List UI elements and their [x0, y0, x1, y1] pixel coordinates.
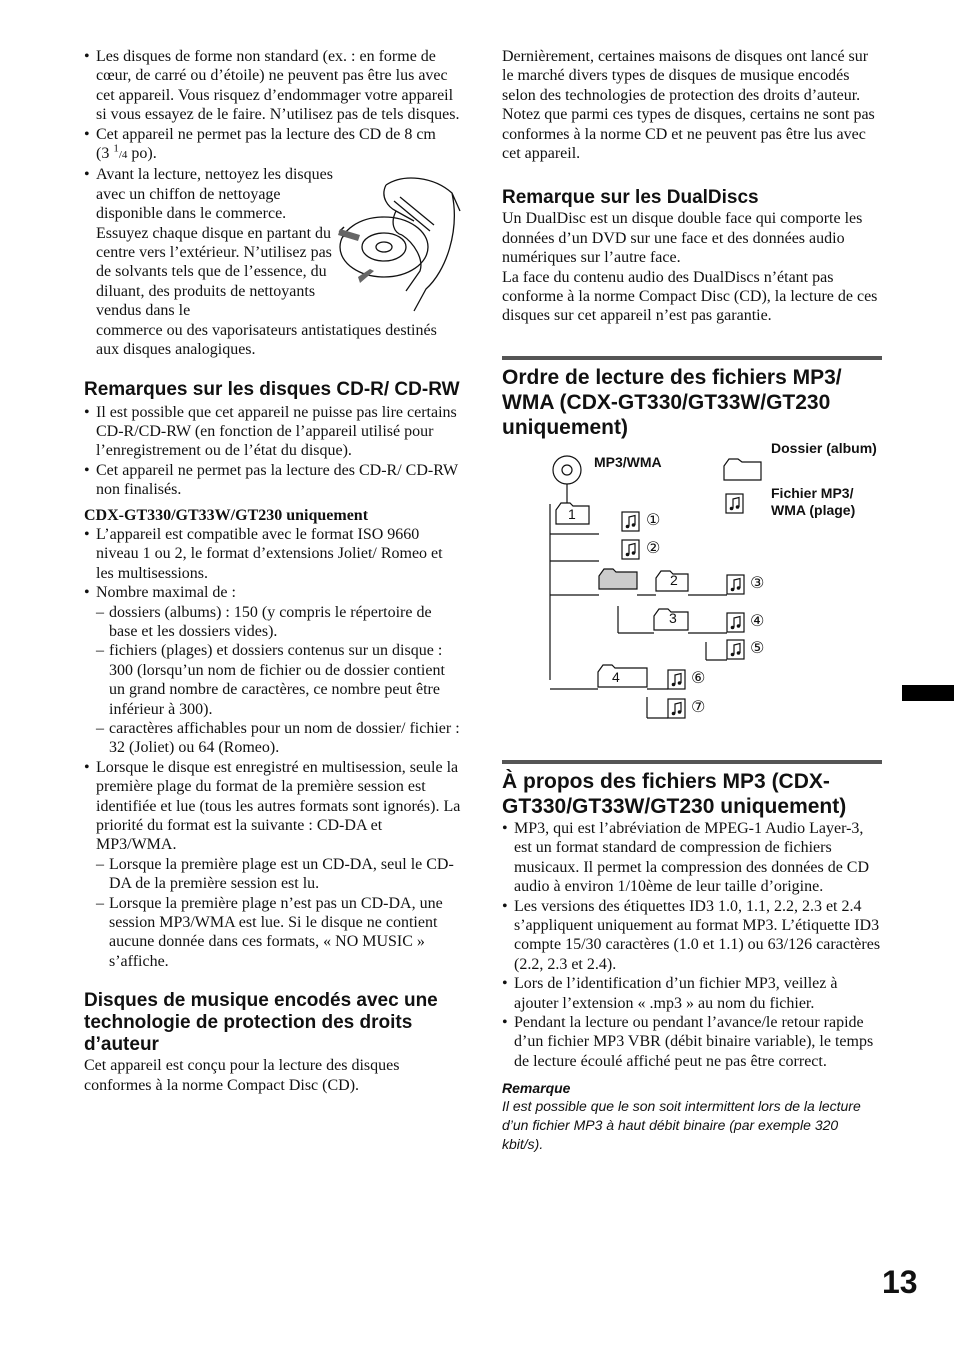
- track-number: ④: [750, 612, 765, 630]
- folder-number: 3: [669, 609, 677, 626]
- section-heading-dualdisc: Remarque sur les DualDiscs: [502, 187, 759, 209]
- mp3-notes-list: [502, 819, 882, 1071]
- track-number: ⑤: [750, 639, 765, 657]
- page-number: 13: [882, 1264, 918, 1300]
- track-icon: [622, 512, 639, 531]
- section-tab-marker: [902, 685, 954, 701]
- list-item: [84, 165, 462, 359]
- track-icon: [727, 613, 744, 632]
- legend-folder-icon: [724, 459, 761, 480]
- section-heading-mp3: À propos des fichiers MP3 (CDX-GT330/GT33W/GT230 uniquement): [502, 760, 882, 819]
- list-item: • Cet appareil ne permet pas la lecture des CD-R/ CD-RW non finalisés.: [84, 461, 462, 500]
- folder-number: 4: [612, 668, 620, 685]
- folder-4-icon: [598, 665, 647, 687]
- list-item: – dossiers (albums) : 150 (y compris le répertoire de base et les dossiers vides).: [96, 603, 462, 642]
- list-item: – Lorsque la première plage n’est pas un CD-DA, une session MP3/WMA est lue. Si le disque ne contient aucune donnée dans ces formats, « NO MUSIC » s’affiche.: [96, 894, 462, 972]
- disc-notes-list: [84, 47, 462, 360]
- track-number: ①: [646, 511, 661, 529]
- section-heading-cdr: Remarques sur les disques CD-R/ CD-RW: [84, 378, 460, 400]
- list-item: • Lorsque le disque est enregistré en multisession, seule la première plage du format de la première session est identifiée et lue (tous les autres formats sont ignorés). La priorité du format est la suivante : CD-DA et MP3/WMA. – Lorsque la première plage est un CD-DA, seul le CD-DA de la première session est lu. – Lorsque la première plage n’est pas un CD-DA, une session MP3/WMA est lue. Si le disque ne contient aucune donnée dans ces formats, « NO MUSIC » s’affiche.: [84, 758, 462, 971]
- list-item: – caractères affichables pour un nom de dossier/ fichier : 32 (Joliet) ou 64 (Romeo).: [96, 719, 462, 758]
- cleaning-text-continued: commerce ou des vaporisateurs antistatiques destinés aux disques analogiques.: [96, 321, 437, 359]
- cdr-notes-list: [84, 403, 462, 500]
- track-number: ⑥: [691, 669, 706, 687]
- list-item: • Les versions des étiquettes ID3 1.0, 1.1, 2.2, 2.3 et 2.4 s’appliquent uniquement au format MP3. L’étiquette ID3 compte 15/30 caractères (1.0 et 1.1) ou 63/126 caractères (2.2, 2.3 et 2.4).: [502, 897, 882, 975]
- track-number: ⑦: [691, 698, 706, 716]
- cleaning-text: • Avant la lecture, nettoyez les disques avec un chiffon de nettoyage disponible dans le commerce. Essuyez chaque disque en partant du centre vers l’extérieur. N’utilisez pas de solvants tels que de l’essence, du diluant, des produits de nettoyants vendus dans le: [96, 166, 333, 320]
- track-icon: [622, 540, 639, 559]
- dualdisc-paragraph-1: Un DualDisc est un disque double face qui comporte les données d’un DVD sur une face et des données audio numériques sur l’autre face.: [502, 210, 863, 267]
- track-icon: [668, 670, 685, 689]
- track-icon: [727, 575, 744, 594]
- list-item: – Lorsque la première plage est un CD-DA, seul le CD-DA de la première session est lu.: [96, 855, 462, 894]
- root-label: MP3/WMA: [594, 453, 662, 470]
- list-item: • MP3, qui est l’abréviation de MPEG-1 Audio Layer-3, est un format standard de compression de fichiers musicaux. Il permet la compression des données de CD audio à environ 1/10ème de leur taille d’origine.: [502, 819, 882, 897]
- note-title: Remarque: [502, 1080, 571, 1097]
- track-number: ③: [750, 574, 765, 592]
- list-item: – fichiers (plages) et dossiers contenus sur un disque : 300 (lorsqu’un nom de fichier ou de dossier contient un grand nombre de caractères, ce nombre peut être inférieur à 300).: [96, 641, 462, 719]
- fraction-numerator: 1: [113, 142, 119, 155]
- note-text: Il est possible que le son soit intermittent lors de la lecture d’un fichier MP3 à haut débit binaire (par exemple 320 kbit/s).: [502, 1098, 861, 1153]
- disc-cleaning-illustration: [334, 171, 462, 313]
- multisession-list: [96, 855, 462, 971]
- list-item: • Lors de l’identification d’un fichier MP3, veillez à ajouter l’extension « .mp3 » au nom du fichier.: [502, 974, 882, 1013]
- folder-number: 1: [568, 505, 576, 522]
- section-heading-protection: Disques de musique encodés avec une technologie de protection des droits d’auteur: [84, 990, 438, 1056]
- folder-number: 2: [670, 571, 678, 588]
- section-heading-playback-order: Ordre de lecture des fichiers MP3/ WMA (CDX-GT330/GT33W/GT230 uniquement): [502, 356, 882, 440]
- max-values-list: [96, 603, 462, 758]
- list-item: • Les disques de forme non standard (ex. : en forme de cœur, de carré ou d’étoile) ne peuvent pas être lus avec cet appareil. Vous risquez d’endommager votre appareil si vous essayez de le faire. N’utilisez pas de tels disques.: [84, 47, 462, 125]
- track-icon: [727, 640, 744, 659]
- protection-paragraph-continued: Dernièrement, certaines maisons de disques ont lancé sur le marché divers types de disques de musique encodés selon des technologies de protection des droits d’auteur. Notez que parmi ces types de disques, certains ne sont pas conformes à la norme CD et ne peuvent pas être lus avec cet appareil.: [502, 48, 875, 163]
- protection-paragraph: Cet appareil est conçu pour la lecture des disques conformes à la norme Compact Disc (CD).: [84, 1057, 400, 1094]
- legend-folder-label: Dossier (album): [771, 439, 877, 456]
- playback-order-diagram: [502, 439, 882, 744]
- list-item: • Il est possible que cet appareil ne puisse pas lire certains CD-R/CD-RW (en fonction de l’appareil utilisé pour l’enregistrement ou de l’état du disque).: [84, 403, 462, 461]
- fraction-denominator: /4: [118, 149, 128, 162]
- list-item: • Nombre maximal de : – dossiers (albums) : 150 (y compris le répertoire de base et les dossiers vides). – fichiers (plages) et dossiers contenus sur un disque : 300 (lorsqu’un nom de fichier ou de dossier contient un grand nombre de caractères, ce nombre peut être inférieur à 300). – caractères affichables pour un nom de dossier/ fichier : 32 (Joliet) ou 64 (Romeo).: [84, 583, 462, 758]
- right-column: [502, 47, 882, 1154]
- list-item: • Pendant la lecture ou pendant l’avance/le retour rapide d’un fichier MP3 VBR (débit binaire variable), le temps de lecture écoulé affiché peut ne pas être correct.: [502, 1013, 882, 1071]
- cd-icon: [553, 456, 581, 484]
- left-column: [84, 47, 462, 1095]
- models-notes-list: [84, 525, 462, 971]
- models-subheading: CDX-GT330/GT33W/GT230 uniquement: [84, 506, 369, 524]
- list-item: • L’appareil est compatible avec le format ISO 9660 niveau 1 ou 2, le format d’extensions Joliet/ Romeo et les multisessions.: [84, 525, 462, 583]
- folder-root-highlight-icon: [599, 569, 637, 589]
- list-item: • Cet appareil ne permet pas la lecture des CD de 8 cm (3 $^1$/4 po).: [84, 125, 462, 166]
- legend-file-label: Fichier MP3/ WMA (plage): [771, 484, 856, 518]
- dualdisc-paragraph-2: La face du contenu audio des DualDiscs n’étant pas conforme à la norme Compact Disc (CD), la lecture de ces disques sur cet appareil n’est pas garantie.: [502, 268, 878, 325]
- legend-file-icon: [726, 494, 743, 513]
- track-icon: [668, 699, 685, 718]
- track-number: ②: [646, 539, 661, 557]
